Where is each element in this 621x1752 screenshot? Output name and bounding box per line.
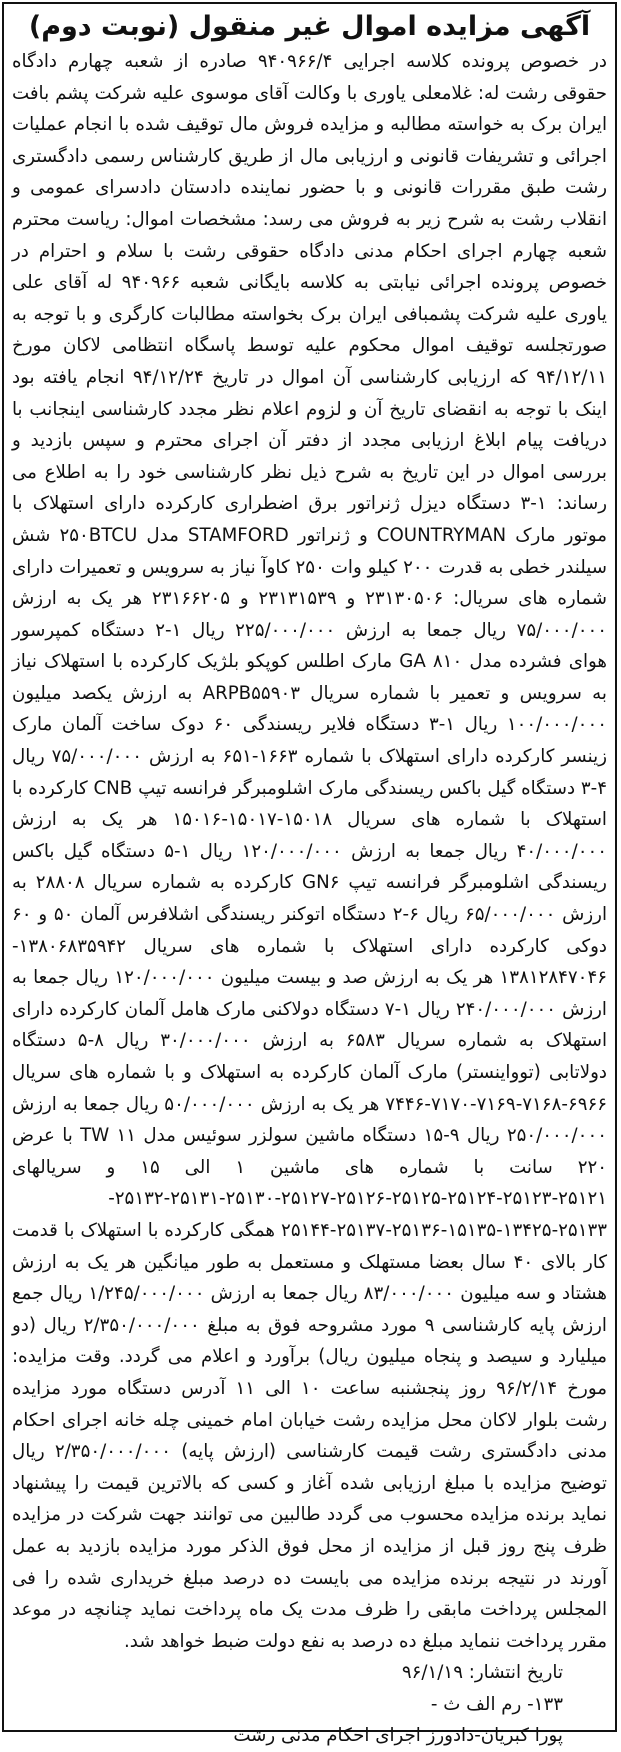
notice-footer — [4, 1657, 615, 1752]
notice-body — [4, 46, 615, 1657]
notice-frame — [2, 2, 617, 1747]
signature-line: پورا کبریان-دادورز اجرای احکام مدنی رشت — [233, 1725, 563, 1747]
notice-title: آگهی مزایده اموال غیر منقول (نوبت دوم) — [28, 11, 591, 42]
publish-date: تاریخ انتشار: ۹۶/۱/۱۹ — [401, 1662, 563, 1684]
reference-number: ۱۳۳- رم الف ث - — [430, 1693, 563, 1715]
notice-body-text: در خصوص پرونده کلاسه اجرایی ۹۴۰۹۶۶/۴ صادره از شعبه چهارم دادگاه حقوقی رشت له: غلامعلی یاوری با وکالت آقای موسوی علیه شرکت پشم بافت ایران برک به خواسته مطالبه و مزایده فروش مال توقیف شده با انجام عملیات اجرائی و تشریفات قانونی و ارزیابی مال از طریق کارشناس رسمی دادگستری رشت طبق مقررات قانونی و با حضور نماینده دادستان دادسرای عمومی و انقلاب رشت به شرح زیر به فروش می رسد: مشخصات اموال: ریاست محترم شعبه چهارم اجرای احکام مدنی دادگاه حقوقی رشت با سلام و احترام در خصوص پرونده اجرائی نیابتی به کلاسه بایگانی شعبه ۹۴۰۹۶۶ له آقای علی یاوری علیه شرکت پشمبافی ایران برک بخواسته مطالبات کارگری و با توجه به صورتجلسه توقیف اموال محکوم علیه توسط پاسگاه انتظامی لاکان مورخ ۹۴/۱۲/۱۱ که ارزیابی کارشناسی آن اموال در تاریخ ۹۴/۱۲/۲۴ انجام یافته بود اینک با توجه به انقضای تاریخ آن و لزوم اعلام نظر مجدد کارشناسی اینجانب با دریافت پیام ابلاغ ارزیابی مجدد از دفتر آن اجرای محترم و سپس بازدید و بررسی اموال در این تاریخ به شرح ذیل نظر کارشناسی خود را به اطلاع می رساند: ۱-۳ دستگاه دیزل ژنراتور برق اضطراری کارکرده دارای استهلاک با موتور مارک COUNTRYMAN و ژنراتور STAMFORD مدل ۲۵۰BTCU شش سیلندر خطی به قدرت ۲۰۰ کیلو وات ۲۵۰ کاوآ نیاز به سرویس و تعمیرات دارای شماره های سریال: ۲۳۱۳۰۵۰۶ و ۲۳۱۳۱۵۳۹ و ۲۳۱۶۶۲۰۵ هر یک به ارزش ۷۵/۰۰۰/۰۰۰ ریال جمعا به ارزش ۲۲۵/۰۰۰/۰۰۰ ریال ۱-۲ دستگاه کمپرسور هوای فشرده مدل GA ۸۱۰ مارک اطلس کوپکو بلژیک کارکرده با استهلاک نیاز به سرویس و تعمیر با شماره سریال ARPB۵۵۹۰۳ به ارزش یکصد میلیون ۱۰۰/۰۰۰/۰۰۰ ریال ۱-۳ دستگاه فلایر ریسندگی ۶۰ دوک ساخت آلمان مارک زینسر کارکرده دارای استهلاک با شماره ۱۶۶۳-۶۵۱ به ارزش ۷۵/۰۰۰/۰۰۰ ریال ۴-۳ دستگاه گیل باکس ریسندگی مارک اشلومبرگر فرانسه تیپ CNB کارکرده با استهلاک با شماره های سریال ۱۵۰۱۸-۱۵۰۱۷-۱۵۰۱۶ هر یک به ارزش ۴۰/۰۰۰/۰۰۰ ریال جمعا به ارزش ۱۲۰/۰۰۰/۰۰۰ ریال ۱-۵ دستگاه گیل باکس ریسندگی اشلومبرگر فرانسه تیپ GN۶ کارکرده به شماره سریال ۲۸۸۰۸ به ارزش ۶۵/۰۰۰/۰۰۰ ریال ۶-۲ دستگاه اتوکنر ریسندگی اشلافرس آلمان ۵۰ و ۶۰ دوکی کارکرده دارای استهلاک با شماره های سریال ۱۳۸۰۶۸۳۵۹۴۲- ۱۳۸۱۲۸۴۷۰۴۶ هر یک به ارزش صد و بیست میلیون ۱۲۰/۰۰۰/۰۰۰ ریال جمعا به ارزش ۲۴۰/۰۰۰/۰۰۰ ریال ۱-۷ دستگاه دولاکنی مارک هامل آلمان کارکرده دارای استهلاک به شماره سریال ۶۵۸۳ به ارزش ۳۰/۰۰۰/۰۰۰ ریال ۸-۵ دستگاه دولاتابی (توواینستر) مارک آلمان کارکرده به استهلاک و با شماره های سریال ۶۹۶۶-۷۱۶۸-۷۱۶۹-۷۱۷۰-۷۴۴۶ هر یک به ارزش ۵۰/۰۰۰/۰۰۰ ریال جمعا به ارزش ۲۵۰/۰۰۰/۰۰۰ ریال ۹-۱۵ دستگاه ماشین سولزر سوئیس مدل TW ۱۱ با عرض ۲۲۰ سانت با شماره های ماشین ۱ الی ۱۵ و سریالهای ۲۵۱۲۱-۲۵۱۲۳-۲۵۱۲۴-۲۵۱۲۵-۲۵۱۲۶-۲۵۱۲۷-۲۵۱۳۰-۲۵۱۳۱-۲۵۱۳۲- ۲۵۱۳۳-۱۳۴۲۵-۱۵۱۳۵-۲۵۱۳۶-۲۵۱۳۷-۲۵۱۴۴ همگی کارکرده با استهلاک با قدمت کار بالای ۴۰ سال بعضا مستهلک و مستعمل به طور میانگین هر یک به ارزش هشتاد و سه میلیون ۸۳/۰۰۰/۰۰۰ ریال جمعا به ارزش ۱/۲۴۵/۰۰۰/۰۰۰ ریال جمع ارزش پایه کارشناسی ۹ مورد مشروحه فوق به مبلغ ۲/۳۵۰/۰۰۰/۰۰۰ ریال (دو میلیارد و سیصد و پنجاه میلیون ریال) برآورد و اعلام می گردد. وقت مزایده: مورخ ۹۶/۲/۱۴ روز پنجشنبه ساعت ۱۰ الی ۱۱ آدرس دستگاه مورد مزایده رشت بلوار لاکان محل مزایده رشت خیابان امام خمینی چله خانه اجرای احکام مدنی دادگستری رشت قیمت کارشناسی (ارزش پایه) ۲/۳۵۰/۰۰۰/۰۰۰ ریال توضیح مزایده با مبلغ ارزیابی شده آغاز و کسی که بالاترین قیمت را پیشنهاد نماید برنده مزایده محسوب می گردد طالبین می توانند جهت شرکت در مزایده ظرف پنج روز قبل از مزایده از محل فوق الذکر مورد مزایده بازدید به عمل آورند در نتیجه برنده مزایده می بایست ده درصد مبلغ خریداری شده را فی المجلس پرداخت مابقی را ظرف مدت یک ماه پرداخت نماید چنانچه در موعد مقرر پرداخت ننماید مبلغ ده درصد به نفع دولت ضبط خواهد شد. — [12, 51, 608, 1652]
